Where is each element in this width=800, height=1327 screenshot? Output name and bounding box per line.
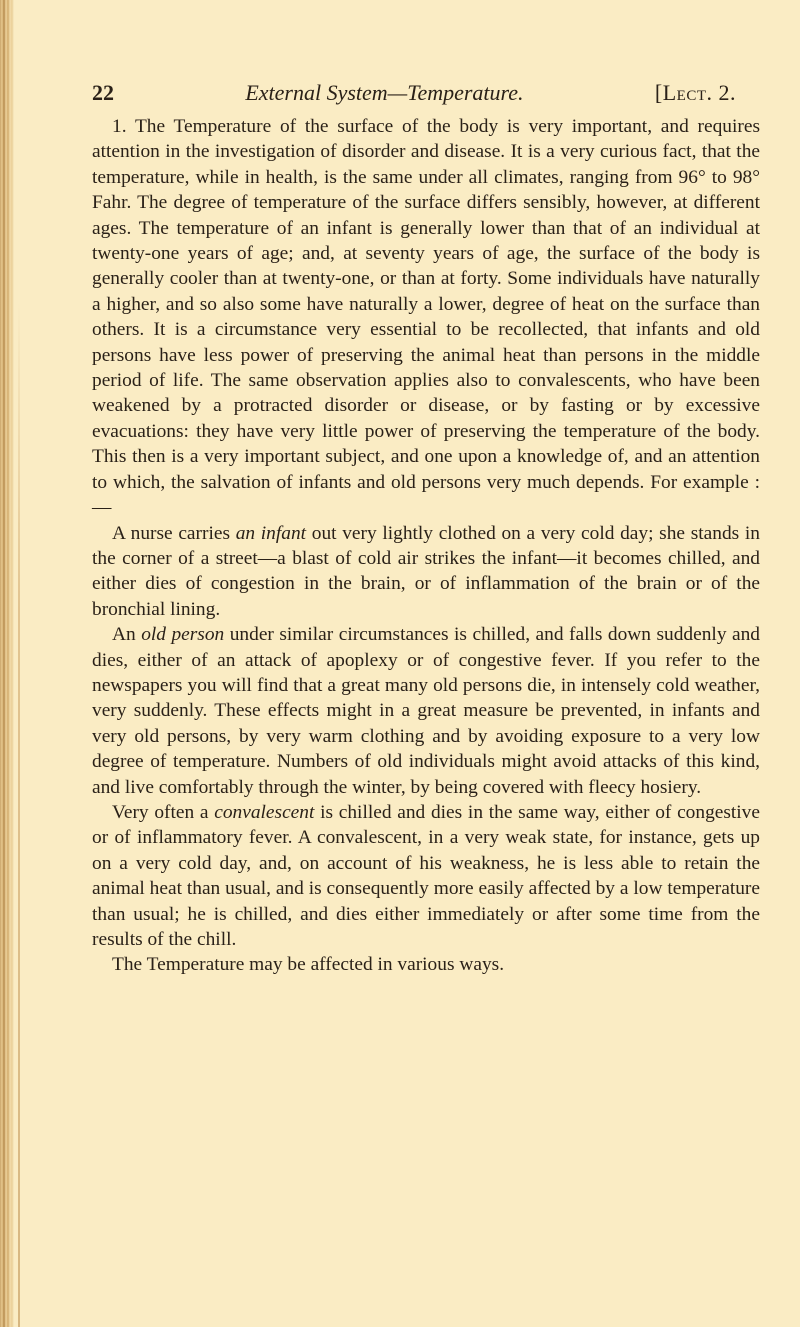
emphasis-term: an infant (235, 522, 307, 544)
paragraph-text: Very often a (112, 801, 215, 823)
paragraph-old-person-example (92, 622, 760, 800)
page-gutter-shadow (18, 300, 20, 1327)
paragraph-text: is chilled and dies in the same way, either of congestive or of inflammatory fever. A convalescent, in a very weak state, for instance, gets up on a very cold day, and, on account of his weakness, he is less able to retain the animal heat than usual, and is consequently more easily affected by a low temperature than usual; he is chilled, and dies either immediately or after some time from the results of the chill. (92, 801, 760, 950)
paragraph-convalescent-example (92, 800, 760, 952)
paragraph-text: out very lightly clothed on a very cold day; she stands in the corner of a street—a blast of cold air strikes the infant—it becomes chilled, and either dies of congestion in the brain, or of inflammation of the brain or of the bronchial lining. (92, 522, 760, 620)
lecture-number: 2. (718, 80, 736, 105)
paragraph-temperature-intro: 1. The Temperature of the surface of the body is very important, and requires attention in the investigation of disorder and disease. It is a very curious fact, that the temperature, while in health, is the same under all climates, ranging from 96° to 98° Fahr. The degree of temperature of the surface differs sensibly, however, at different ages. The temperature of an infant is generally lower than that of an individual at twenty-one years of age; and, at seventy years of age, the surface of the body is generally cooler than at twenty-one, or than at forty. Some individuals have naturally a higher, and so also some have naturally a lower, degree of heat on the surface than others. It is a circumstance very essential to be recollected, that infants and old persons have less power of preserving the animal heat than persons in the middle period of life. The same observation applies also to convalescents, who have been weakened by a protracted disorder or disease, or by fasting or by excessive evacuations: they have very little power of preserving the temperature of the body. This then is a very important subject, and one upon a knowledge of, and an attention to which, the salvation of infants and old persons very much depends. For example :— (92, 116, 760, 519)
emphasis-term: old person (141, 624, 225, 646)
running-head-title: External System—Temperature. (245, 80, 524, 105)
lecture-word: Lect. (662, 80, 713, 105)
running-head (92, 80, 760, 110)
paragraph-text: An (112, 624, 142, 646)
emphasis-term: convalescent (214, 801, 315, 823)
book-spine-edge (0, 0, 14, 1327)
page-number: 22 (92, 80, 114, 105)
paragraph-text: A nurse carries (112, 522, 236, 544)
paragraph-infant-example (92, 521, 760, 623)
lecture-label (655, 80, 736, 106)
book-page (92, 80, 760, 978)
body-text (92, 114, 760, 978)
paragraph-text: under similar circumstances is chilled, and falls down suddenly and dies, either of an attack of apoplexy or of congestive fever. If you refer to the newspapers you will find that a great many old persons die, in intensely cold weather, very suddenly. These effects might in a great measure be prevented, in infants and very old persons, by very warm clothing and by avoiding exposure to a very low degree of temperature. Numbers of old individuals might avoid attacks of this kind, and live comfortably through the winter, by being covered with fleecy hosiery. (92, 624, 760, 798)
lecture-bracket: [ (654, 80, 663, 105)
paragraph-closing: The Temperature may be affected in various ways. (112, 954, 505, 976)
